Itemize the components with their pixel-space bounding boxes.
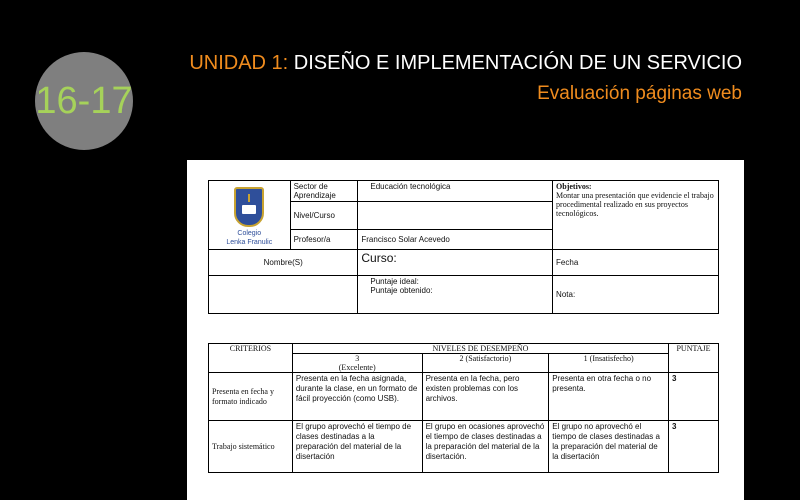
criterios-header: CRITERIOS	[209, 344, 293, 373]
slide-title	[189, 52, 742, 75]
objetivos-text: Montar una presentación que evidencie el trabajo procedimental realizado en sus proyectos tecnológicos.	[556, 191, 714, 218]
school-crest-icon	[234, 187, 264, 227]
unit-badge-text: 16-17	[35, 79, 133, 122]
curso-label: Curso:	[358, 250, 553, 276]
puntaje-ideal: Puntaje ideal:	[370, 277, 419, 286]
logo-line2: Lenka Franulic	[226, 238, 273, 246]
criterio-cell: Presenta en fecha y formato indicado	[209, 373, 293, 421]
level-3-header	[292, 354, 422, 373]
puntaje-obtenido: Puntaje obtenido:	[370, 286, 433, 295]
nivel-label: Nivel/Curso	[290, 202, 358, 230]
score-cell: 3	[669, 421, 719, 473]
unit-badge	[35, 52, 133, 150]
header-table	[208, 180, 719, 314]
niveles-header: NIVELES DE DESEMPEÑO	[292, 344, 668, 354]
slide-subtitle: Evaluación páginas web	[537, 83, 742, 104]
fecha-label: Fecha	[553, 250, 719, 276]
table-row	[209, 373, 719, 421]
sector-label: Sector de Aprendizaje	[290, 181, 358, 202]
level-2-header: 2 (Satisfactorio)	[422, 354, 549, 373]
criterio-cell: Trabajo sistemático	[209, 421, 293, 473]
level-3-sub: (Excelente)	[338, 363, 376, 372]
rubric-table	[208, 343, 719, 473]
logo-line1: Colegio	[237, 229, 262, 237]
level-1-header: 1 (Insatisfecho)	[549, 354, 669, 373]
nota-label: Nota:	[553, 276, 719, 314]
puntaje-cell	[358, 276, 553, 314]
nombre-label: Nombre(S)	[209, 250, 358, 276]
nombre-value	[209, 276, 358, 314]
rubric-document	[187, 160, 744, 500]
level-3-cell: Presenta en la fecha asignada, durante la clase, en un formato de fácil proyección (como USB).	[292, 373, 422, 421]
level-3-number: 3	[355, 354, 360, 363]
score-cell: 3	[669, 373, 719, 421]
profesor-label: Profesor/a	[290, 230, 358, 250]
slide-title-rest: DISEÑO E IMPLEMENTACIÓN DE UN SERVICIO	[288, 52, 742, 74]
level-3-cell: El grupo aprovechó el tiempo de clases destinadas a la preparación del material de la disertación	[292, 421, 422, 473]
objetivos-label: Objetivos:	[556, 182, 592, 191]
level-1-cell: Presenta en otra fecha o no presenta.	[549, 373, 669, 421]
school-logo	[209, 181, 291, 250]
table-row	[209, 421, 719, 473]
slide-title-prefix: UNIDAD 1:	[189, 52, 289, 74]
profesor-value: Francisco Solar Acevedo	[358, 230, 553, 250]
objetivos-cell	[553, 181, 719, 250]
sector-value: Educación tecnológica	[358, 181, 553, 202]
level-2-cell: El grupo en ocasiones aprovechó el tiempo de clases destinadas a la preparación del material de la disertación.	[422, 421, 549, 473]
puntaje-header: PUNTAJE	[669, 344, 719, 373]
nivel-value	[358, 202, 553, 230]
level-1-cell: El grupo no aprovechó el tiempo de clases destinadas a la preparación del material de la disertación	[549, 421, 669, 473]
level-2-cell: Presenta en la fecha, pero existen problemas con los archivos.	[422, 373, 549, 421]
